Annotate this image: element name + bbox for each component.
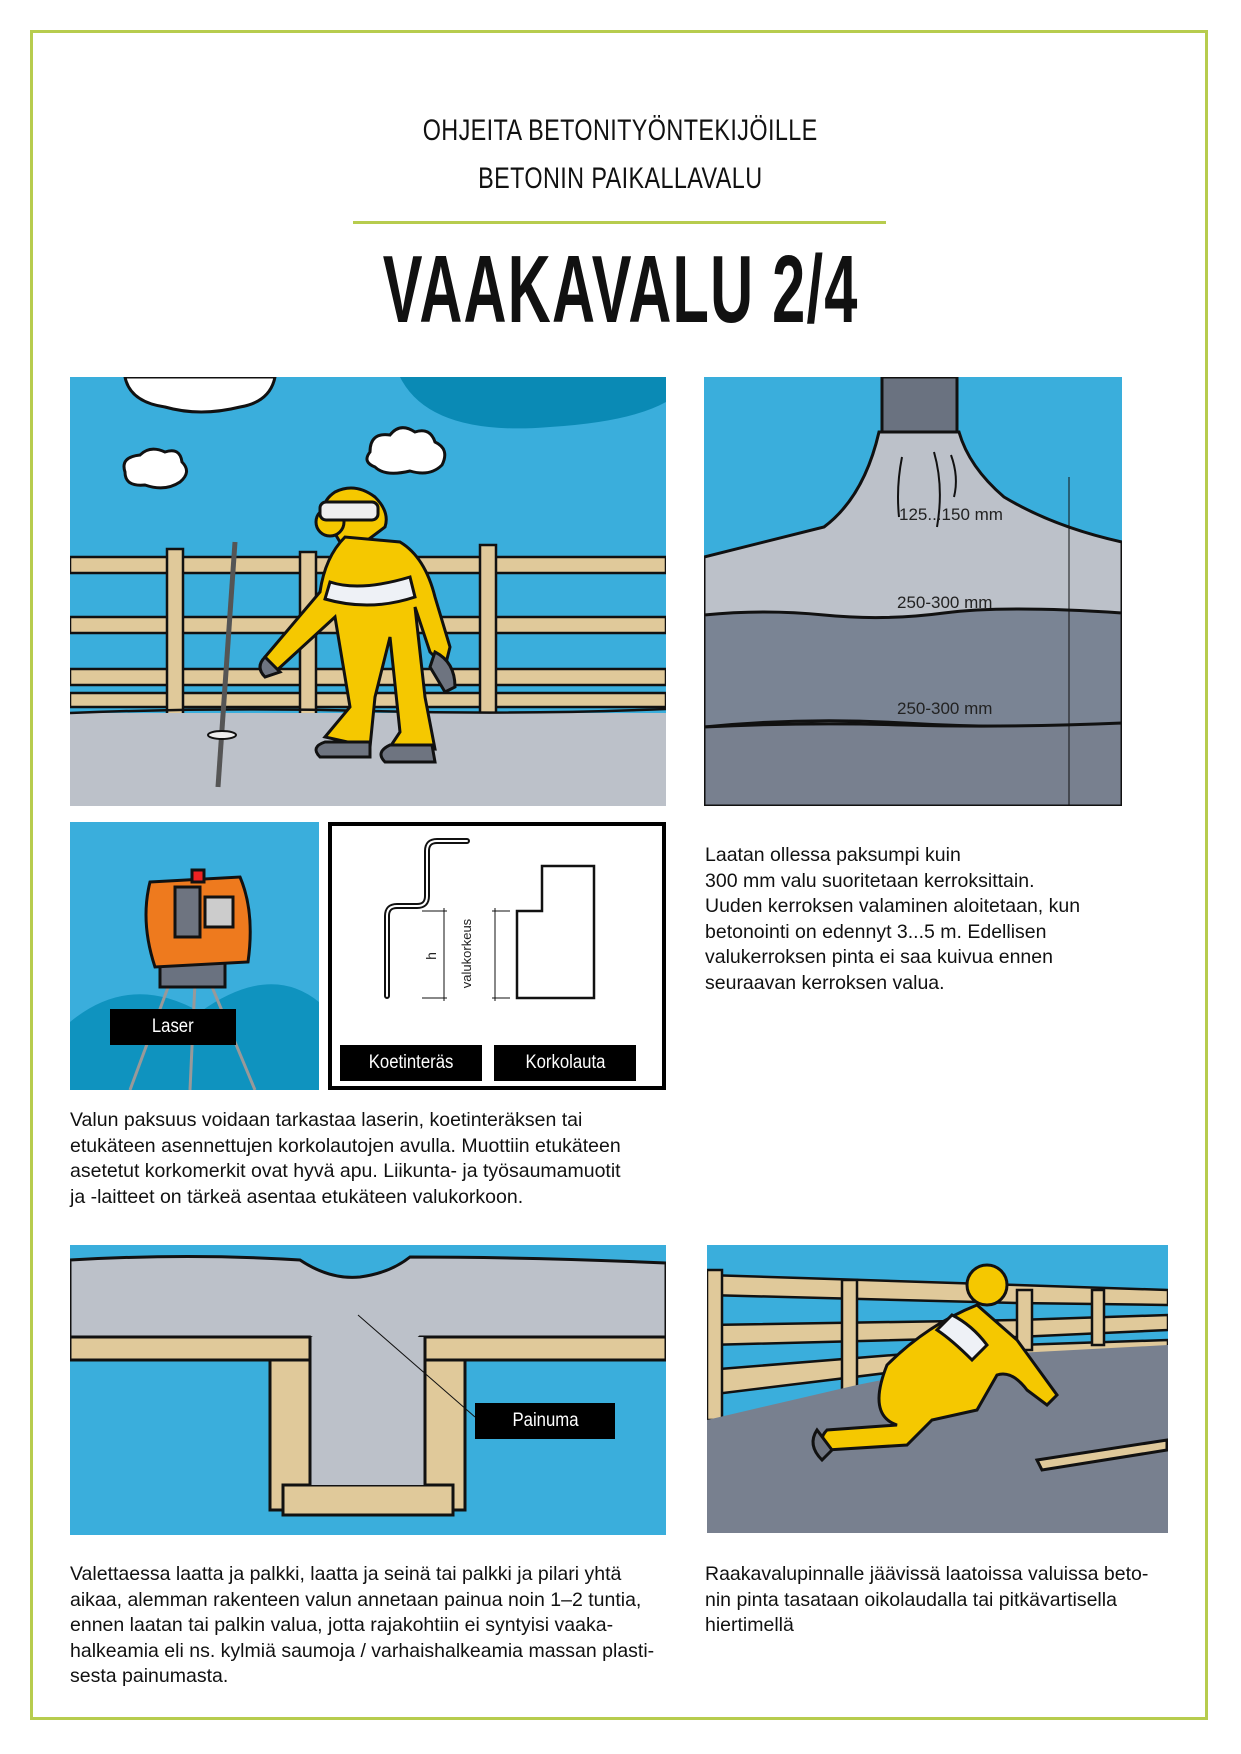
caption-line: hiertimellä [705, 1614, 794, 1636]
caption-line: Valun paksuus voidaan tarkastaa laserin, koetinteräksen tai [70, 1109, 583, 1131]
layers-caption [705, 843, 1080, 996]
header-line2: BETONIN PAIKALLAVALU [478, 162, 763, 195]
diagram-measuring-tools [328, 822, 666, 1090]
caption-line: halkeamia eli ns. kylmiä saumoja / varhaishalkeamia massan plasti- [70, 1639, 655, 1662]
caption-line: ja -laitteet on tärkeä asentaa etukäteen valukorkoon. [70, 1185, 524, 1208]
illustration-leveling [707, 1245, 1168, 1533]
caption-line: Raakavalupinnalle jäävissä laatoissa valuissa beto- [705, 1563, 1149, 1585]
illustration-settlement [70, 1245, 666, 1535]
caption-line: ennen laatan tai palkin valua, jotta rajakohtiin ei syntyisi vaaka- [70, 1614, 614, 1636]
caption-line: betonointi on edennyt 3...5 m. Edellisen [705, 920, 1047, 943]
illustration-concrete-layers [704, 377, 1122, 806]
level-board-icon [517, 866, 594, 998]
caption-line: aikaa, alemman rakenteen valun annetaan painua noin 1–2 tuntia, [70, 1588, 642, 1611]
header-subtitle-1 [0, 114, 1241, 148]
painuma-label: Painuma [475, 1403, 615, 1439]
layer-label-top: 125...150 mm [899, 505, 1003, 524]
caption-line: Uuden kerroksen valaminen aloitetaan, kun [705, 895, 1081, 917]
rebar-label: Koetinteräs [340, 1045, 482, 1081]
settlement-caption [70, 1562, 654, 1690]
header-rule [353, 221, 886, 224]
caption-line: Valettaessa laatta ja palkki, laatta ja seinä tai palkki ja pilari yhtä [70, 1563, 622, 1585]
illustration-laser [70, 822, 319, 1090]
caption-line: seuraavan kerroksen valua. [705, 971, 945, 994]
page-title-text: VAAKAVALU 2/4 [382, 236, 859, 343]
caption-line: etukäteen asennettujen korkolautojen avulla. Muottiin etukäteen [70, 1134, 621, 1157]
layer-label-middle: 250-300 mm [897, 593, 993, 612]
caption-line: sesta painumasta. [70, 1665, 229, 1687]
header-line1: OHJEITA BETONITYÖNTEKIJÖILLE [423, 114, 818, 147]
tools-caption [70, 1108, 621, 1210]
caption-line: Laatan ollessa paksumpi kuin [705, 844, 961, 866]
leveling-caption [705, 1562, 1148, 1639]
laser-label: Laser [110, 1009, 236, 1045]
illustration-worker-probe [70, 377, 666, 806]
caption-line: valukerroksen pinta ei saa kuivua ennen [705, 946, 1053, 968]
board-label: Korkolauta [494, 1045, 636, 1081]
caption-line: 300 mm valu suoritetaan kerroksittain. [705, 869, 1035, 892]
caption-line: nin pinta tasataan oikolaudalla tai pitkävartisella [705, 1588, 1117, 1611]
header-subtitle-2 [0, 162, 1241, 196]
dim-label-h: h [422, 952, 439, 960]
pump-hose [882, 377, 957, 432]
page-title [0, 236, 1241, 343]
layer-label-bottom: 250-300 mm [897, 699, 993, 718]
dim-label-valukorkeus: valukorkeus [459, 918, 475, 989]
caption-line: asetetut korkomerkit ovat hyvä apu. Liikunta- ja työsaumamuotit [70, 1160, 621, 1182]
